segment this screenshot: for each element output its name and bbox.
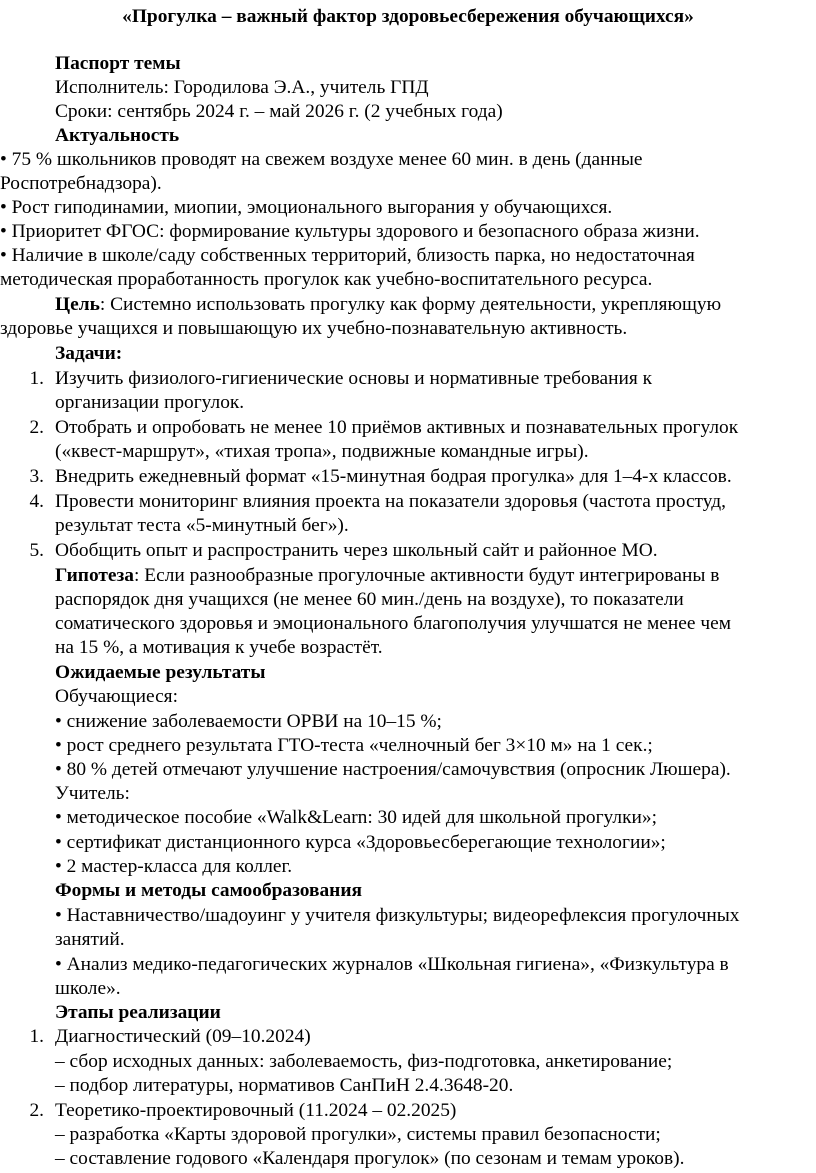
relevance-line: методическая проработанность прогулок как учебно-воспитательного ресурса. [0,269,653,290]
relevance-line: Роспотребнадзора). [0,173,162,194]
forms-line: • Наставничество/шадоуинг у учителя физкультуры; видеорефлексия прогулочных [55,905,740,926]
relevance-line: • Рост гиподинамии, миопии, эмоционального выгорания у обучающихся. [0,197,613,218]
stage-line: – составление годового «Календаря прогулок» (по сезонам и темам уроков). [55,1148,685,1169]
stage-line: – разработка «Карты здоровой прогулки», системы правил безопасности; [55,1124,661,1145]
forms-heading: Формы и методы самообразования [55,880,363,901]
passport-executor: Исполнитель: Городилова Э.А., учитель ГПД [55,77,429,98]
forms-line: школе». [55,978,121,999]
passport-terms: Сроки: сентябрь 2024 г. – май 2026 г. (2 учебных года) [55,101,503,122]
stage-title: Диагностический (09–10.2024) [55,1026,311,1047]
hypothesis-line: распорядок дня учащихся (не менее 60 мин./день на воздухе), то показатели [55,589,684,610]
relevance-line: • 75 % школьников проводят на свежем воздухе менее 60 мин. в день (данные [0,149,643,170]
task-text: Отобрать и опробовать не менее 10 приёмов активных и познавательных прогулок [55,417,739,438]
passport-heading: Паспорт темы [55,53,181,74]
task-text: организации прогулок. [55,392,245,413]
task-number: 4. [29,491,44,512]
relevance-line: • Приоритет ФГОС: формирование культуры здорового и безопасного образа жизни. [0,221,700,242]
task-number: 3. [29,466,44,487]
task-text: результат теста «5-минутный бег»). [55,515,349,536]
hypothesis-line: соматического здоровья и эмоционального благополучия улучшатся не менее чем [55,613,731,634]
stage-number: 2. [29,1100,44,1121]
results-students-label: Обучающиеся: [55,686,178,707]
goal-label: Цель [55,294,100,315]
goal-line [55,293,721,317]
results-student-item: • 80 % детей отмечают улучшение настроения/самочувствия (опросник Люшера). [55,759,731,780]
hypothesis-label: Гипотеза [55,565,135,586]
stage-line: – подбор литературы, нормативов СанПиН 2.4.3648-20. [55,1075,514,1096]
relevance-line: • Наличие в школе/саду собственных территорий, близость парка, но недостаточная [0,245,695,266]
results-teacher-item: • сертификат дистанционного курса «Здоровьесберегающие технологии»; [55,832,666,853]
task-text: («квест-маршрут», «тихая тропа», подвижные командные игры). [55,441,589,462]
task-number: 1. [29,368,44,389]
forms-line: • Анализ медико-педагогических журналов «Школьная гигиена», «Физкультура в [55,954,729,975]
stage-number: 1. [29,1026,44,1047]
task-text: Провести мониторинг влияния проекта на показатели здоровья (частота простуд, [55,491,726,512]
results-teacher-label: Учитель: [55,783,130,804]
hypothesis-line: на 15 %, а мотивация к учебе возрастёт. [55,637,383,658]
task-text: Изучить физиолого-гигиенические основы и нормативные требования к [55,368,653,389]
hypothesis-text: : Если разнообразные прогулочные активности будут интегрированы в [134,565,720,586]
results-teacher-item: • 2 мастер-класса для коллег. [55,856,293,877]
forms-line: занятий. [55,929,125,950]
page-title: «Прогулка – важный фактор здоровьесбережения обучающихся» [122,6,694,27]
task-text: Обобщить опыт и распространить через школьный сайт и районное МО. [55,540,658,561]
goal-text: : Системно использовать прогулку как форму деятельности, укрепляющую [99,294,722,315]
hypothesis-line [55,564,719,588]
results-student-item: • снижение заболеваемости ОРВИ на 10–15 %; [55,711,442,732]
stage-title: Теоретико-проектировочный (11.2024 – 02.2025) [55,1100,457,1121]
results-heading: Ожидаемые результаты [55,662,266,683]
results-teacher-item: • методическое пособие «Walk&Learn: 30 идей для школьной прогулки»; [55,807,657,828]
stages-heading: Этапы реализации [55,1002,221,1023]
tasks-heading: Задачи: [55,343,123,364]
goal-line-2: здоровье учащихся и повышающую их учебно-познавательную активность. [0,318,628,339]
task-number: 2. [29,417,44,438]
results-student-item: • рост среднего результата ГТО-теста «челночный бег 3×10 м» на 1 сек.; [55,735,653,756]
relevance-heading: Актуальность [55,125,180,146]
task-number: 5. [29,540,44,561]
task-text: Внедрить ежедневный формат «15-минутная бодрая прогулка» для 1–4-х классов. [55,466,732,487]
stage-line: – сбор исходных данных: заболеваемость, физ-подготовка, анкетирование; [55,1051,673,1072]
